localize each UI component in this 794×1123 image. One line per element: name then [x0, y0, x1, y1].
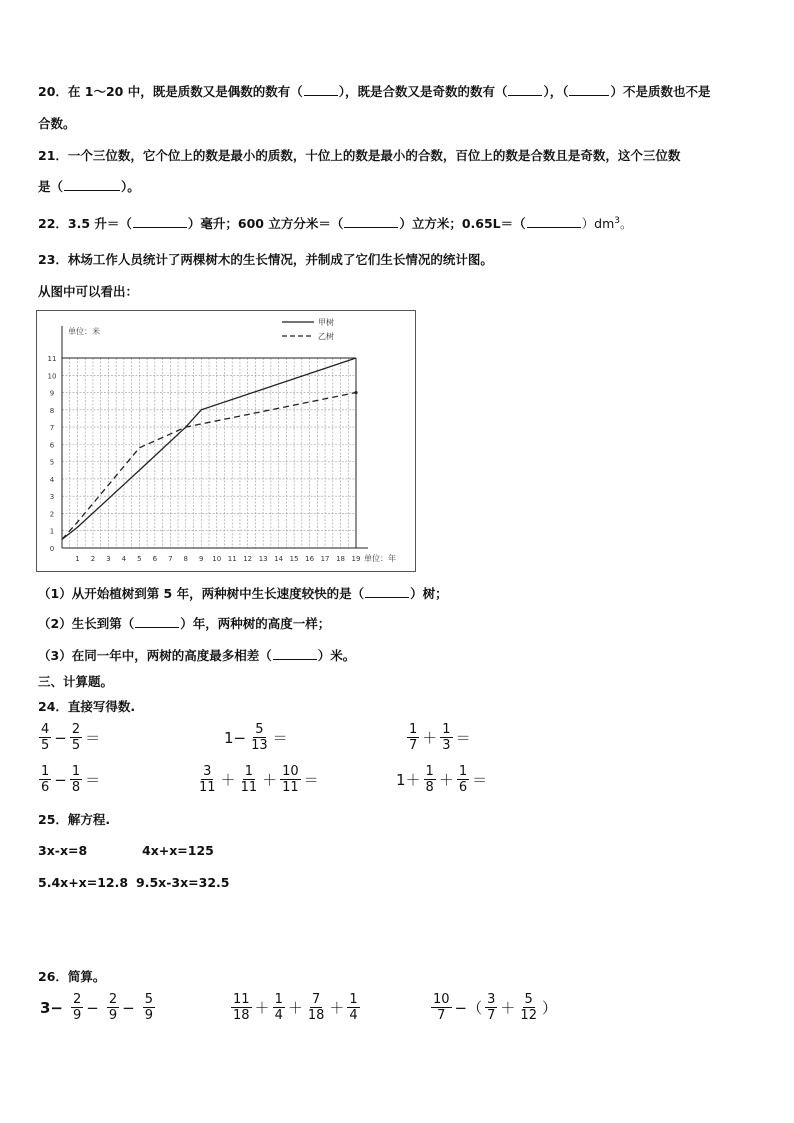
denominator: 8 [71, 780, 81, 795]
math-symbol: −（ [454, 999, 483, 1017]
denominator: 5 [41, 738, 50, 753]
calc-expression-5 [196, 764, 321, 795]
fraction [71, 992, 83, 1023]
x-tick-label: 10 [212, 555, 222, 563]
fraction [70, 722, 82, 753]
x-axis-label: 单位：年 [364, 554, 396, 563]
question-20-line1 [38, 82, 711, 100]
section-3-heading: 三、计算题。 [38, 674, 114, 689]
denominator: 4 [349, 1008, 358, 1023]
fraction [39, 764, 51, 795]
y-tick-label: 11 [47, 355, 57, 363]
answer-blank[interactable] [365, 585, 409, 598]
q23-s2-text-a: （2）生长到第（ [38, 616, 135, 631]
y-tick-label: 5 [49, 458, 55, 467]
question-23-sub3 [38, 646, 355, 664]
denominator: 7 [487, 1008, 496, 1023]
denominator: 18 [307, 1008, 325, 1023]
numerator: 5 [524, 992, 533, 1007]
question-21-line1: 21．一个三位数，它个位上的数是最小的质数，十位上的数是最小的合数，百位上的数是合数且是奇数，这个三位数 [38, 148, 681, 163]
y-tick-label: 7 [49, 424, 55, 433]
x-tick-label: 17 [320, 555, 330, 563]
x-tick-label: 1 [75, 555, 80, 563]
fraction [39, 722, 51, 753]
numerator: 1 [458, 764, 468, 779]
numerator: 1 [244, 764, 253, 779]
q21-text-b: ）。 [121, 179, 140, 194]
answer-blank[interactable] [64, 178, 120, 191]
math-symbol: ＝ [455, 729, 471, 747]
numerator: 11 [233, 992, 250, 1007]
answer-blank[interactable] [344, 215, 398, 228]
answer-blank[interactable] [508, 83, 542, 96]
denominator: 6 [458, 780, 468, 795]
question-20-line2: 合数。 [38, 116, 76, 131]
numerator: 3 [203, 764, 212, 779]
math-symbol: ＋ [254, 999, 270, 1017]
fraction [518, 992, 539, 1023]
numerator: 10 [282, 764, 299, 779]
x-tick-label: 9 [199, 555, 204, 563]
denominator: 9 [73, 1008, 82, 1023]
question-23-sub1 [38, 584, 448, 602]
q23-s3-text-a: （3）在同一年中，两树的高度最多相差（ [38, 648, 272, 663]
denominator: 6 [41, 780, 50, 795]
numerator: 1 [349, 992, 358, 1007]
y-tick-label: 8 [49, 406, 55, 415]
answer-blank[interactable] [135, 615, 179, 628]
denominator: 11 [282, 780, 299, 795]
simplify-expression-3 [430, 992, 559, 1023]
math-symbol: ＋ [220, 771, 236, 789]
fraction [231, 992, 252, 1023]
fraction [306, 992, 327, 1023]
legend-label-2: 乙树 [318, 332, 334, 341]
numerator: 2 [108, 992, 118, 1007]
fraction [273, 992, 285, 1023]
math-symbol: ＝ [472, 771, 488, 789]
question-25-title: 25．解方程. [38, 812, 111, 827]
numerator: 5 [255, 722, 264, 737]
q20-text-a: 20．在 1～20 中，既是质数又是偶数的数有（ [38, 84, 303, 99]
x-tick-label: 14 [274, 555, 284, 563]
q22-text-b: ）毫升；600 立方分米＝（ [187, 216, 344, 231]
math-symbol: ＋ [287, 999, 303, 1017]
q20-text-c: ），（ [543, 84, 569, 99]
x-tick-label: 13 [258, 555, 268, 563]
series-2-end-dot [354, 391, 357, 394]
question-23-sub2 [38, 614, 330, 632]
equation-4: 9.5x-3x=32.5 [136, 875, 230, 890]
denominator: 8 [425, 780, 434, 795]
math-symbol: ＝ [303, 771, 319, 789]
simplify-expression-1 [38, 992, 156, 1023]
question-23-text: 23．林场工作人员统计了两棵树木的生长情况，并制成了它们生长情况的统计图。 [38, 252, 493, 267]
denominator: 11 [199, 780, 216, 795]
calc-expression-3 [406, 722, 473, 753]
denominator: 12 [520, 1008, 537, 1023]
fraction [249, 722, 270, 753]
denominator: 11 [240, 780, 258, 795]
fraction [347, 992, 359, 1023]
fraction [197, 764, 218, 795]
math-symbol: ＝ [85, 771, 101, 789]
x-tick-label: 15 [289, 555, 299, 563]
y-tick-label: 4 [49, 475, 55, 484]
answer-blank[interactable] [133, 215, 187, 228]
question-23-subtitle: 从图中可以看出： [38, 284, 139, 299]
q23-s1-text-a: （1）从开始植树到第 5 年，两种树中生长速度较快的是（ [38, 586, 365, 601]
numerator: 1 [274, 992, 283, 1007]
denominator: 4 [274, 1008, 283, 1023]
x-tick-label: 8 [183, 555, 189, 563]
x-tick-label: 3 [106, 555, 111, 563]
math-symbol: ＝ [85, 729, 101, 747]
y-tick-label: 10 [47, 372, 57, 381]
numerator: 1 [409, 722, 418, 737]
denominator: 7 [437, 1008, 446, 1023]
x-tick-label: 7 [168, 555, 173, 563]
fraction [431, 992, 452, 1023]
answer-blank[interactable] [527, 215, 581, 228]
q22-text-a: 22．3.5 升＝（ [38, 216, 132, 231]
numerator: 3 [487, 992, 496, 1007]
q22-text-d: ）dm [581, 216, 615, 231]
numerator: 5 [144, 992, 154, 1007]
math-symbol: ＋ [262, 771, 278, 789]
math-symbol: − [54, 728, 67, 747]
math-symbol: 3− [40, 998, 64, 1017]
math-symbol: ＋ [438, 771, 454, 789]
y-tick-label: 9 [49, 389, 55, 398]
q20-text-b: ），既是合数又是奇数的数有（ [338, 84, 508, 99]
x-tick-label: 2 [90, 555, 96, 563]
math-symbol: ＝ [272, 729, 288, 747]
denominator: 9 [108, 1008, 118, 1023]
x-tick-label: 4 [121, 555, 127, 563]
fraction [143, 992, 155, 1023]
fraction [407, 722, 419, 753]
y-axis-label: 单位：米 [68, 327, 100, 336]
growth-line-chart [36, 310, 416, 572]
math-symbol: 1− [224, 728, 247, 747]
numerator: 1 [71, 764, 81, 779]
fraction [440, 722, 452, 753]
x-tick-label: 12 [243, 555, 253, 563]
math-symbol: − [54, 770, 67, 789]
question-26-title: 26．简算。 [38, 969, 106, 984]
fraction [70, 764, 82, 795]
numerator: 7 [311, 992, 321, 1007]
answer-blank[interactable] [569, 83, 609, 96]
q21-text-a: 是（ [38, 179, 64, 194]
q20-text-d: ）不是质数也不是 [610, 84, 711, 99]
math-symbol: ） [541, 999, 557, 1017]
x-tick-label: 19 [351, 555, 361, 563]
answer-blank[interactable] [304, 83, 338, 96]
q22-text-c: ）立方米；0.65L＝（ [399, 216, 526, 231]
x-tick-label: 18 [336, 555, 345, 563]
q22-text-e: 。 [620, 216, 633, 231]
question-21-line2 [38, 177, 140, 195]
fraction [239, 764, 260, 795]
fraction [424, 764, 436, 795]
question-24-title: 24．直接写得数. [38, 699, 136, 714]
fraction [280, 764, 301, 795]
y-tick-label: 0 [49, 545, 55, 553]
y-tick-label: 2 [49, 510, 55, 519]
numerator: 1 [41, 764, 50, 779]
fraction [457, 764, 469, 795]
q23-s3-text-b: ）米。 [317, 648, 356, 663]
denominator: 7 [409, 738, 418, 753]
numerator: 2 [73, 992, 82, 1007]
x-tick-label: 5 [137, 555, 142, 563]
numerator: 10 [433, 992, 450, 1007]
superscript: 3 [614, 215, 621, 226]
numerator: 1 [425, 764, 434, 779]
chart-frame [37, 311, 416, 572]
fraction [107, 992, 119, 1023]
math-symbol: − [122, 998, 135, 1017]
calc-expression-1 [38, 722, 102, 753]
y-tick-label: 1 [49, 527, 55, 536]
x-tick-label: 16 [305, 555, 315, 563]
numerator: 4 [41, 722, 50, 737]
denominator: 5 [71, 738, 81, 753]
denominator: 3 [442, 738, 451, 753]
calc-expression-6 [394, 764, 489, 795]
equation-3: 5.4x+x=12.8 [38, 875, 129, 890]
x-tick-label: 6 [152, 555, 158, 563]
y-tick-label: 3 [49, 493, 55, 502]
calc-expression-2 [222, 722, 290, 753]
equation-1: 3x-x=8 [38, 843, 88, 858]
denominator: 9 [144, 1008, 154, 1023]
equation-2: 4x+x=125 [142, 843, 214, 858]
denominator: 13 [251, 738, 268, 753]
numerator: 1 [442, 722, 451, 737]
denominator: 18 [233, 1008, 250, 1023]
numerator: 2 [71, 722, 81, 737]
q23-s1-text-b: ）树； [410, 586, 448, 601]
math-symbol: ＋ [500, 999, 516, 1017]
legend-label-1: 甲树 [318, 318, 334, 327]
x-tick-label: 11 [227, 555, 237, 563]
math-symbol: ＋ [422, 729, 438, 747]
y-tick-label: 6 [49, 441, 55, 450]
math-symbol: 1＋ [396, 771, 421, 789]
math-symbol: − [86, 998, 99, 1017]
fraction [485, 992, 497, 1023]
math-symbol: ＋ [329, 999, 345, 1017]
answer-blank[interactable] [273, 647, 317, 660]
question-22 [38, 214, 633, 232]
simplify-expression-2 [230, 992, 361, 1023]
q23-s2-text-b: ）年，两种树的高度一样； [180, 616, 331, 631]
calc-expression-4 [38, 764, 102, 795]
